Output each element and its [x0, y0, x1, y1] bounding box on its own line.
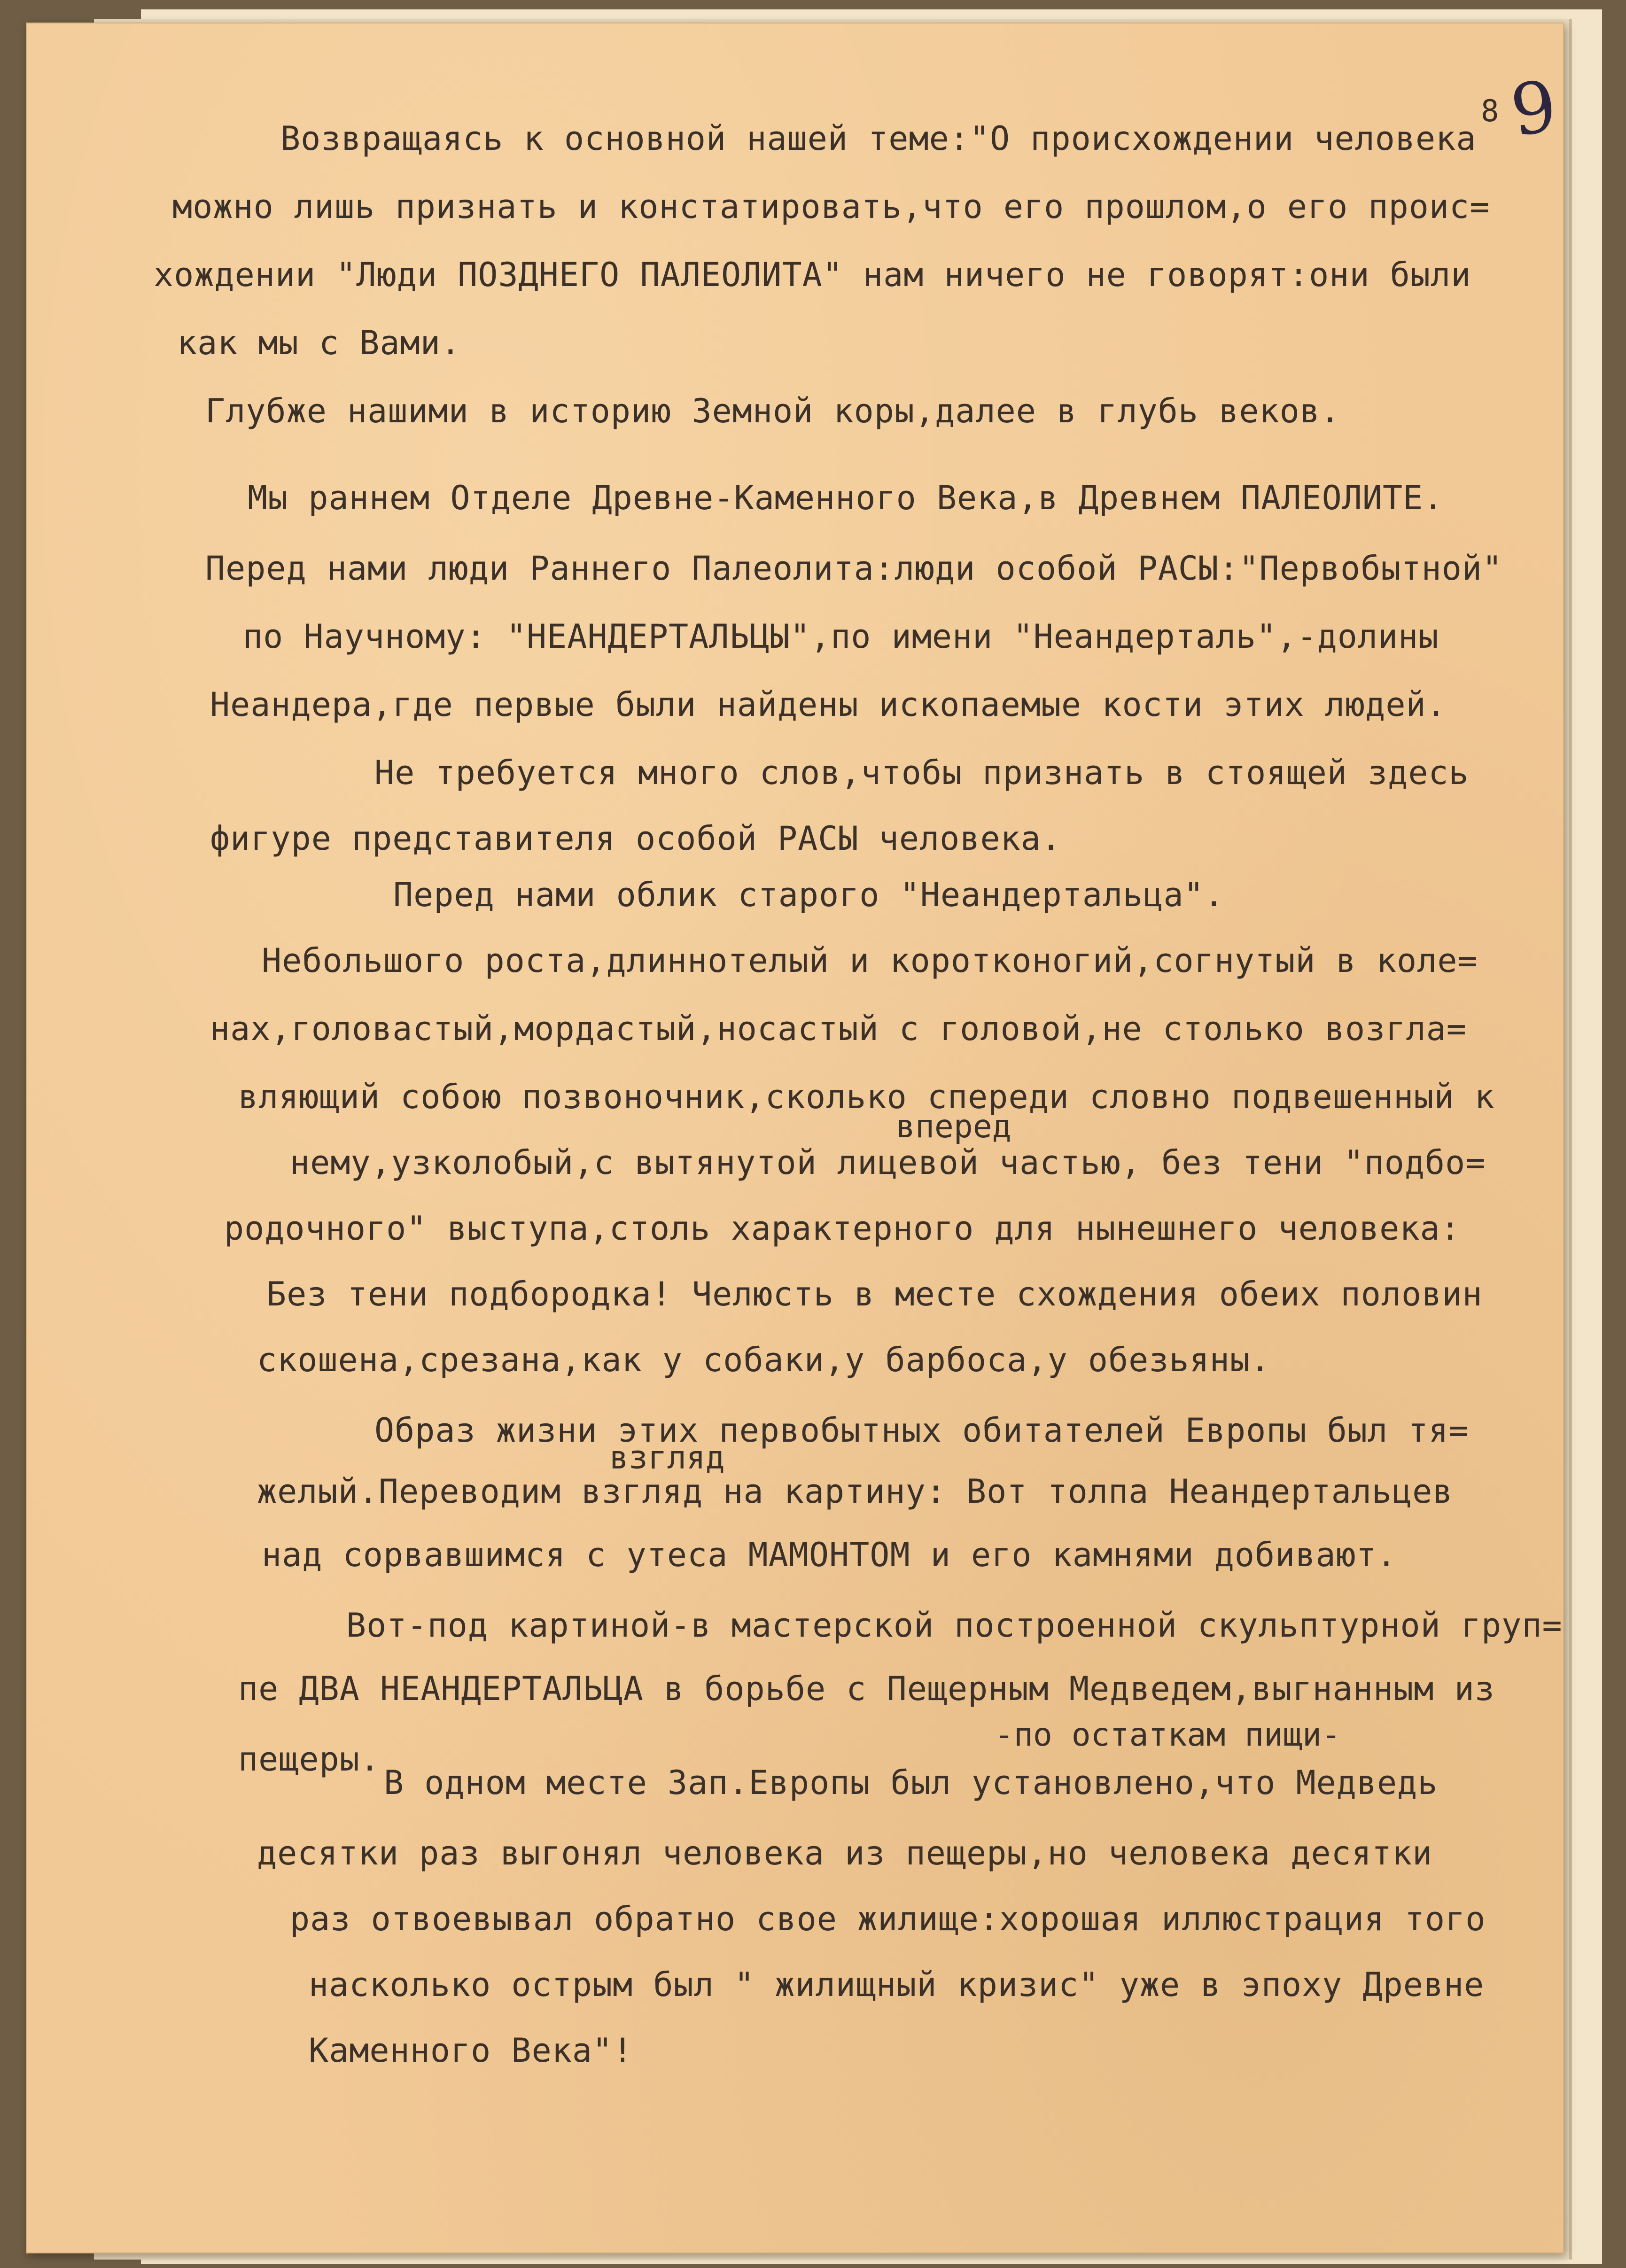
typed-insertion-vzglyad: взгляд — [609, 1439, 725, 1476]
text-line: Каменного Века"! — [309, 2031, 633, 2070]
handwritten-page-number: 9 — [1506, 65, 1562, 153]
text-line: десятки раз выгонял человека из пещеры,но человека десятки — [257, 1834, 1433, 1872]
typed-insertion-po-ostatkam: -по остаткам пищи- — [995, 1717, 1341, 1754]
text-line: Неандера,где первые были найдены ископаемые кости этих людей. — [210, 685, 1447, 724]
text-line: нах,головастый,мордастый,носастый с головой,не столько возгла= — [210, 1010, 1467, 1048]
text-line: Образ жизни этих первобытных обитателей Европы был тя= — [374, 1411, 1469, 1450]
text-line: над сорвавшимся с утеса МАМОНТОМ и его камнями добивают. — [262, 1536, 1397, 1574]
text-line: желый.Переводим взгляд на картину: Вот толпа Неандертальцев — [257, 1472, 1453, 1511]
text-line: Перед нами облик старого "Неандертальца". — [393, 876, 1224, 914]
text-line: раз отвоевывал обратно свое жилище:хорошая иллюстрация того — [290, 1900, 1486, 1938]
text-line: фигуре представителя особой РАСЫ человека. — [210, 819, 1062, 858]
text-line: скошена,срезана,как у собаки,у барбоса,у обезьяны. — [257, 1341, 1271, 1379]
text-line: как мы с Вами. — [177, 324, 461, 362]
text-line: Небольшого роста,длиннотелый и коротконогий,согнутый в коле= — [262, 941, 1478, 980]
text-line: насколько острым был " жилищный кризис" уже в эпоху Древне — [309, 1965, 1485, 2004]
text-line: Возвращаясь к основной нашей теме:"О происхождении человека — [280, 119, 1477, 158]
text-line: Вот-под картиной-в мастерской построенной скульптурной груп= — [346, 1606, 1563, 1645]
text-line: можно лишь признать и констатировать,что его прошлом,о его проис= — [172, 187, 1490, 226]
text-line: пе ДВА НЕАНДЕРТАЛЬЦА в борьбе с Пещерным Медведем,выгнанным из — [238, 1670, 1495, 1708]
text-line: Без тени подбородка! Челюсть в месте схождения обеих половин — [266, 1275, 1483, 1313]
text-line: вляющий собою позвоночник,сколько спереди словно подвешенный к — [238, 1078, 1495, 1116]
text-line: пещеры. — [238, 1740, 381, 1779]
text-line: Не требуется много слов,чтобы признать в стоящей здесь — [374, 753, 1469, 792]
typed-insertion-vpered: вперед — [896, 1108, 1011, 1145]
page-number: 8 — [1481, 94, 1499, 129]
text-line: В одном месте Зап.Европы был установлено,что Медведь — [384, 1763, 1438, 1802]
text-line: Мы раннем Отделе Древне-Каменного Века,в Древнем ПАЛЕОЛИТЕ. — [248, 479, 1444, 517]
text-line: нему,узколобый,с вытянутой лицевой частью, без тени "подбо= — [290, 1143, 1486, 1182]
text-line: хождении "Люди ПОЗДНЕГО ПАЛЕОЛИТА" нам ничего не говорят:они были — [154, 256, 1471, 294]
text-line: Перед нами люди Раннего Палеолита:люди особой РАСЫ:"Первобытной" — [205, 549, 1503, 588]
text-line: Глубже нашими в историю Земной коры,далее в глубь веков. — [205, 392, 1341, 430]
text-line: родочного" выступа,столь характерного для нынешнего человека: — [224, 1209, 1461, 1248]
text-line: по Научному: "НЕАНДЕРТАЛЬЦЫ",по имени "Неандерталь",-долины — [243, 617, 1439, 656]
typewritten-page — [26, 23, 1564, 2253]
